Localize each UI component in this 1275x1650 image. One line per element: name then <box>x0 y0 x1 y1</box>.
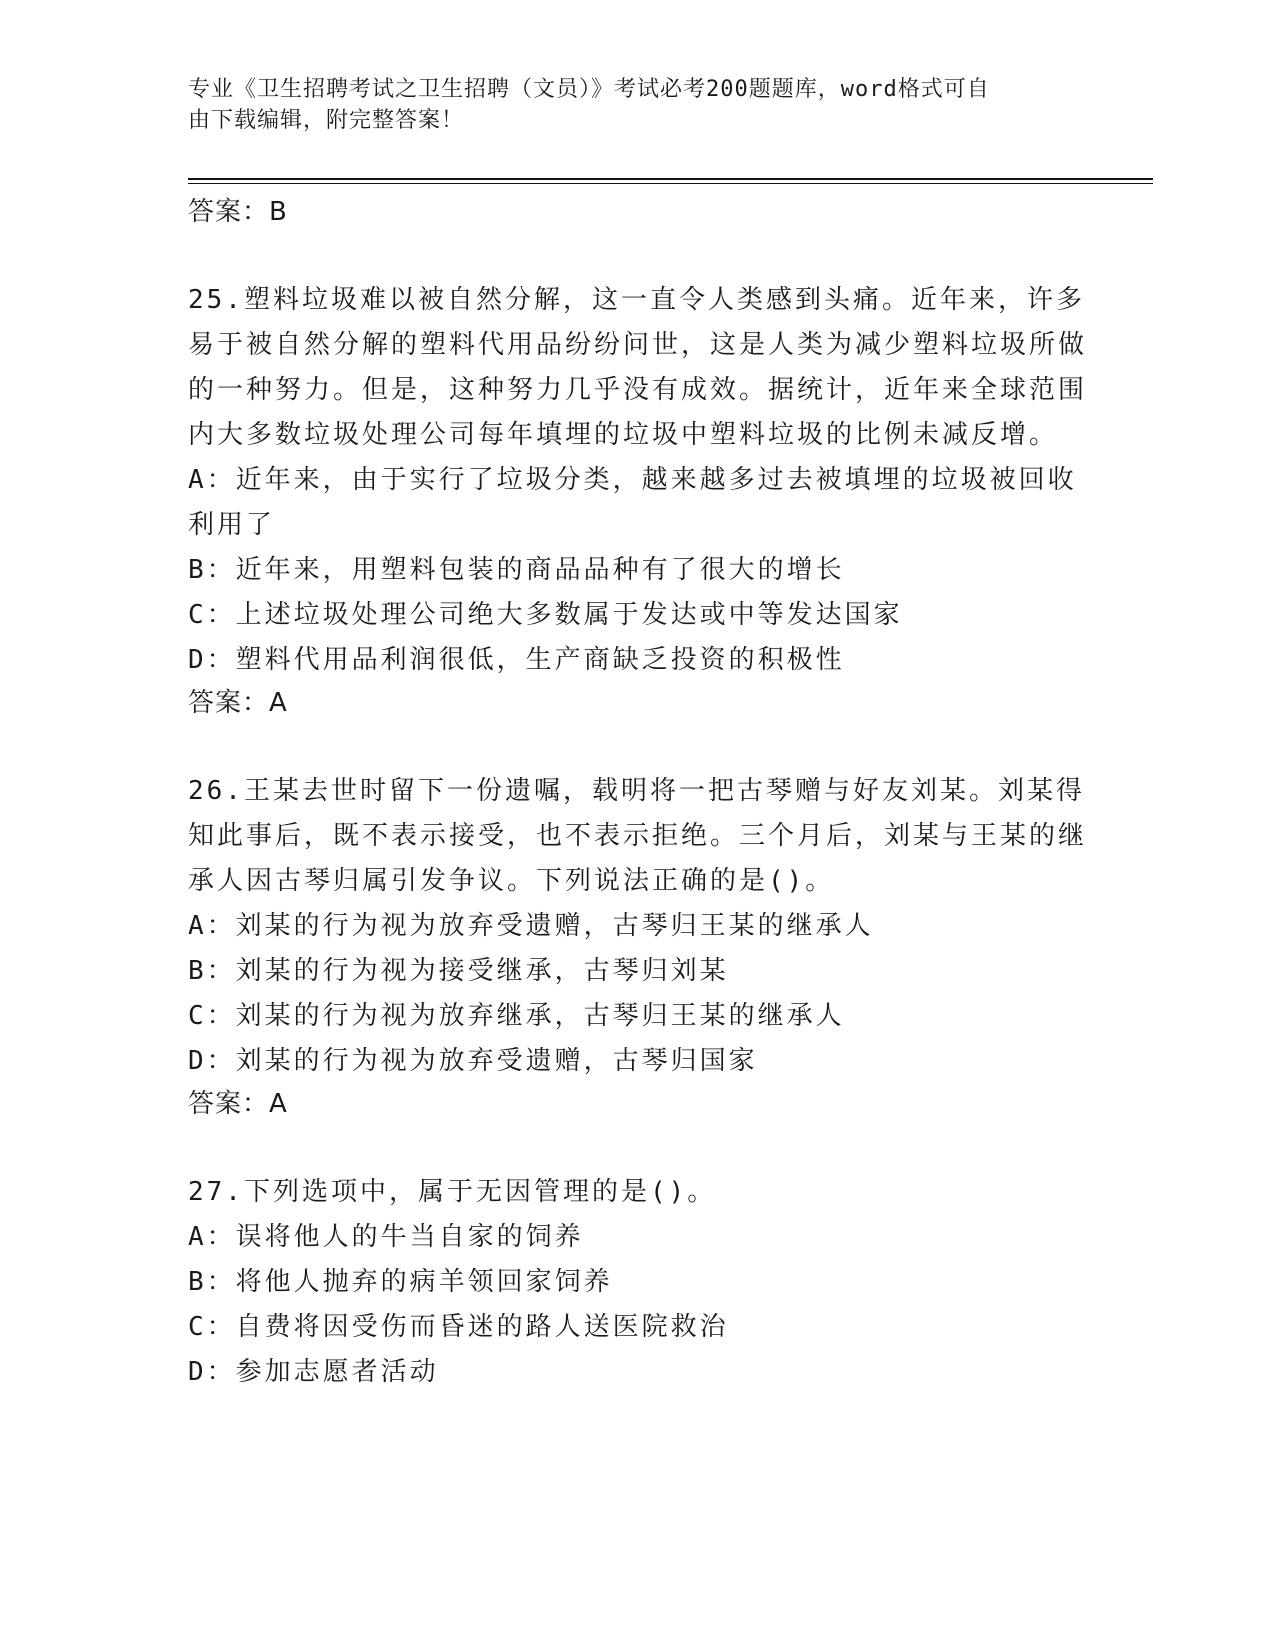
question-stem: 26.王某去世时留下一份遗嘱，载明将一把古琴赠与好友刘某。刘某得知此事后，既不表示接受，也不表示拒绝。三个月后，刘某与王某的继承人因古琴归属引发争议。下列说法正确的是()。 <box>188 776 1088 896</box>
header-divider-thick <box>188 178 1153 180</box>
option-c: C：自费将因受伤而昏迷的路人送医院救治 <box>188 1312 729 1342</box>
option-b: B：近年来，用塑料包装的商品品种有了很大的增长 <box>188 555 845 585</box>
answer-line: 答案：A <box>188 688 288 718</box>
option-a: A：刘某的行为视为放弃受遗赠，古琴归王某的继承人 <box>188 911 874 941</box>
question-25 <box>188 278 1088 723</box>
option-b: B：将他人抛弃的病羊领回家饲养 <box>188 1267 613 1297</box>
option-d: D：刘某的行为视为放弃受遗赠，古琴归国家 <box>188 1046 758 1076</box>
question-26 <box>188 769 1088 1124</box>
option-b: B：刘某的行为视为接受继承，古琴归刘某 <box>188 956 729 986</box>
question-stem: 27.下列选项中，属于无因管理的是()。 <box>188 1177 717 1207</box>
option-d: D：参加志愿者活动 <box>188 1357 439 1387</box>
answer-line: 答案：B <box>188 197 288 227</box>
document-header <box>188 74 1088 136</box>
header-line-1: 专业《卫生招聘考试之卫生招聘（文员）》考试必考200题题库，word格式可自 <box>188 77 990 102</box>
header-line-2: 由下载编辑，附完整答案！ <box>188 108 465 133</box>
option-c: C：上述垃圾处理公司绝大多数属于发达或中等发达国家 <box>188 600 903 630</box>
option-d: D：塑料代用品利润很低，生产商缺乏投资的积极性 <box>188 645 845 675</box>
option-a: A：近年来，由于实行了垃圾分类，越来越多过去被填埋的垃圾被回收利用了 <box>188 465 1077 540</box>
header-divider-thin <box>188 183 1153 184</box>
option-c: C：刘某的行为视为放弃继承，古琴归王某的继承人 <box>188 1001 845 1031</box>
question-27 <box>188 1170 1088 1395</box>
option-a: A：误将他人的牛当自家的饲养 <box>188 1222 584 1252</box>
question-stem: 25.塑料垃圾难以被自然分解，这一直令人类感到头痛。近年来，许多易于被自然分解的塑料代用品纷纷问世，这是人类为减少塑料垃圾所做的一种努力。但是，这种努力几乎没有成效。据统计，近年来全球范围内大多数垃圾处理公司每年填埋的垃圾中塑料垃圾的比例未减反增。 <box>188 285 1088 450</box>
answer-line: 答案：A <box>188 1089 288 1119</box>
question-list <box>188 190 1088 1395</box>
